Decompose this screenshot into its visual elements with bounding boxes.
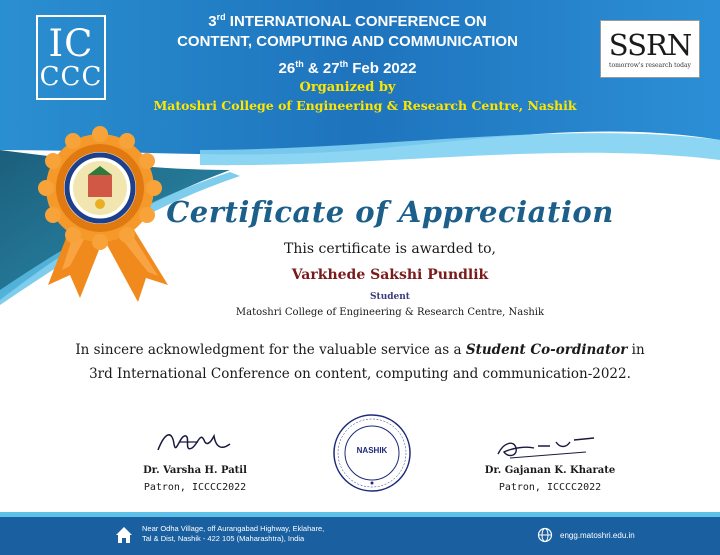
organizer-name: Matoshri College of Engineering & Research Centre, Nashik xyxy=(153,98,577,113)
home-icon xyxy=(114,525,134,545)
certificate-title: Certificate of Appreciation xyxy=(166,195,614,229)
ssrn-logo xyxy=(600,20,700,78)
recipient-name: Varkhede Sakshi Pundlik xyxy=(291,267,489,283)
conference-date: 26th & 27th Feb 2022 xyxy=(278,59,417,77)
signature-1 xyxy=(150,422,240,462)
signatory-1-title: Patron, ICCCC2022 xyxy=(143,482,247,493)
role-highlight: Student Co-ordinator xyxy=(465,342,628,358)
awarded-text: This certificate is awarded to, xyxy=(284,241,496,257)
ssrn-tagline: tomorrow's research today xyxy=(609,61,691,69)
address-line2: Tal & Dist, Nashik - 422 105 (Maharashtra), India xyxy=(142,534,305,543)
conference-title-line2: CONTENT, COMPUTING AND COMMUNICATION xyxy=(177,33,518,50)
logo-line1: IC xyxy=(48,21,94,65)
ssrn-name: SSRN xyxy=(608,27,692,62)
organized-by-label: Organized by xyxy=(299,80,396,95)
recipient-college: Matoshri College of Engineering & Research Centre, Nashik xyxy=(235,307,545,318)
footer-address xyxy=(142,524,324,544)
footer-website[interactable]: engg.matoshri.edu.in xyxy=(560,531,635,540)
address-line1: Near Odha Village, off Aurangabad Highway, Eklahare, xyxy=(142,524,325,533)
logo-line2: CCC xyxy=(39,61,103,92)
recipient-role: Student xyxy=(370,292,410,302)
signatory-2-name: Dr. Gajanan K. Kharate xyxy=(484,465,616,476)
signatory-2-title: Patron, ICCCC2022 xyxy=(498,482,602,493)
seal-text: NASHIK xyxy=(356,446,388,455)
acknowledgment-line2: 3rd International Conference on content, computing and communication-2022. xyxy=(89,366,631,382)
icccc-logo xyxy=(36,15,106,100)
signatory-1-name: Dr. Varsha H. Patil xyxy=(143,465,247,476)
signature-2 xyxy=(490,428,600,464)
conference-title-line1: 3rd INTERNATIONAL CONFERENCE ON xyxy=(208,12,487,30)
globe-icon xyxy=(537,527,553,543)
acknowledgment-line1: In sincere acknowledgment for the valuable service as a Student Co-ordinator in xyxy=(75,342,645,358)
